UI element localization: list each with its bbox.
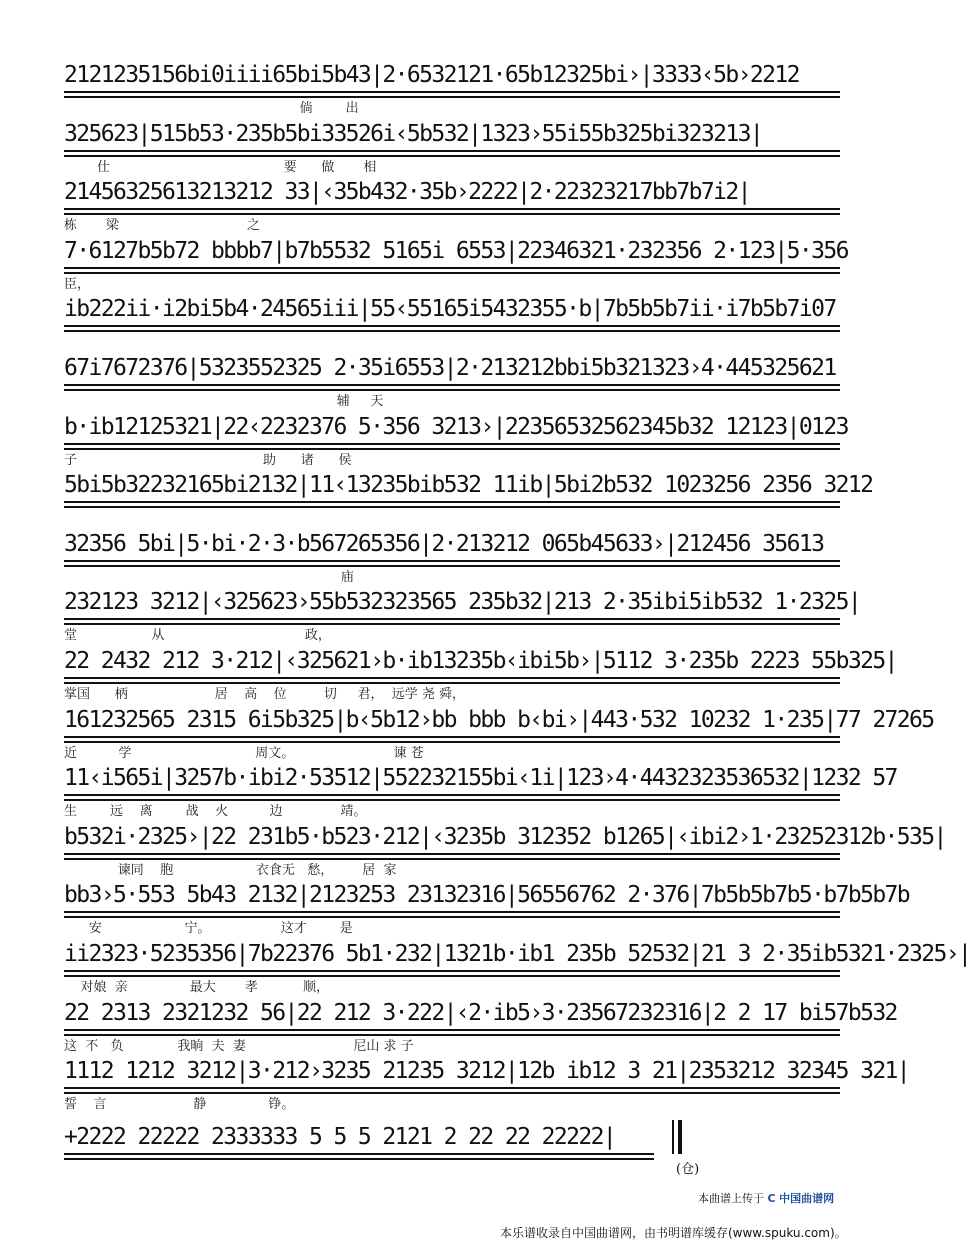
lyrics-line: 倘 出 [64,101,359,116]
score-row [0,996,910,1054]
underline-2 [64,741,840,743]
jianpu-notation: 2121235156bi0iiii65bi5b43|2·6532121·65b12325bi›|3333‹5b›2212 [64,62,799,88]
source-notice: 本乐谱收录自中国曲谱网，由书明谱库缓存(www.spuku.com)。 [500,1226,847,1240]
score-row [0,292,910,350]
jianpu-notation: b532i·2325›|22 231b5·b523·212|‹3235b 312352 b1265|‹ibi2›1·23252312b·535| [64,823,946,850]
score-final-row [0,1120,910,1178]
jianpu-notation: ib222ii·i2bi5b4·24565iii|55‹55165i5432355·b|7b5b5b7ii·i7b5b7i07 [64,296,836,323]
underline-1 [64,736,840,738]
lyrics-line: 辅 天 [64,394,384,409]
jianpu-notation: 232123 3212|‹325623›55b532323565 235b32|213 2·35ibi5ib532 1·2325| [64,589,861,616]
underline-2 [64,272,840,274]
underline-2 [64,155,840,157]
underline-1 [64,501,840,503]
underline-1 [64,1087,840,1089]
jianpu-notation: 1112 1212 3212|3·212›3235 21235 3212|12b ib12 3 21|2353212 32345 321| [64,1058,910,1085]
lyrics-line: 誓 言 静 铮。 [64,1097,295,1113]
lyrics-line: 栋 梁 之 [64,218,261,234]
lyrics-line: 对娘 亲 最大 孝 顺， [64,980,330,995]
ending-mark: (仓) [676,1162,700,1177]
final-barline-thick [678,1120,682,1154]
lyrics-line: 庙 [64,569,354,585]
jianpu-notation: 32356 5bi|5·bi·2·3·b567265356|2·213212 065b45633›|212456 35613 [64,530,824,557]
underline-1 [64,150,840,152]
lyrics-line: 臣， [64,276,91,292]
score-row [0,703,934,761]
lyrics-line: 近 学 周文。 谏 苍 [64,745,424,761]
underline-2 [64,213,840,215]
score-row [0,585,910,643]
score-row [0,58,910,116]
lyrics-line: 子 助 诸 侯 [64,452,352,468]
lyrics-line [64,334,844,352]
upload-note [698,1190,834,1206]
underline-2 [64,1034,840,1036]
lyrics-line: 堂 从 政， [64,628,331,644]
underline-2 [64,565,840,567]
jianpu-notation: b·ib12125321|22‹2232376 5·356 3213›|22356532562345b32 12123|0123 [64,413,848,440]
underline-2 [64,389,840,391]
underline-2 [64,916,840,918]
score-row [0,175,910,233]
underline-1 [64,325,840,327]
underline-1 [64,384,840,386]
underline-2 [64,330,840,332]
jianpu-notation: 7·6127b5b72 bbbb7|b7b5532 5165i 6553|22346321·232356 2·123|5·356 [64,237,848,264]
jianpu-notation: ii2323·5235356|7b22376 5b1·232|1321b·ib1 235b 52532|21 3 2·35ib5321·2325›| [64,941,970,967]
jianpu-notation: 22 2313 2321232 56|22 212 3·222|‹2·ib5›3·23567232316|2 2 17 bi57b532 [64,999,897,1026]
lyrics-line [64,510,844,528]
lyrics-line: 仕 要 做 相 [64,159,377,175]
underline-1 [64,794,840,796]
final-row-notation: +2222 22222 2333333 5 5 5 2121 2 22 22 22222| [64,1124,616,1150]
score-row [0,1054,910,1112]
score-row [0,351,910,409]
site-logo-icon: C [767,1192,776,1205]
underline-1 [64,677,840,679]
underline-1 [64,970,840,972]
score-row [0,117,910,175]
lyrics-line: 这 不 负 我晌 夫 妻 尼山 求 子 [64,1038,414,1054]
underline-1 [64,267,840,269]
score-row [0,468,910,526]
underline-1 [64,618,840,620]
jianpu-notation: 325623|515b53·235b5bi33526i‹5b532|1323›55i55b325bi323213| [64,120,763,147]
underline-1 [64,208,840,210]
score-row [0,644,910,702]
jianpu-notation: 21456325613213212 33|‹35b432·35b›2222|2·22323217bb7b7i2| [64,179,750,206]
upload-site-name: 中国曲谱网 [779,1192,835,1205]
underline-2 [64,858,840,860]
lyrics-line: 谏同 胞 衣食无 愁， 居 家 [64,862,397,878]
underline-2 [64,1092,840,1094]
upload-prefix: 本曲谱上传于 [698,1192,764,1205]
jianpu-notation: bb3›5·553 5b43 2132|2123253 23132316|56556762 2·376|7b5b5b7b5·b7b5b7b [64,882,910,909]
score-row [0,527,910,585]
lyrics-line: 安 宁。 这才 是 [64,921,353,937]
lyrics-line: 生 远 离 战 火 边 靖。 [64,804,367,820]
underline-2 [64,623,840,625]
underline-1 [64,1029,840,1031]
score-row [0,234,910,292]
score-row [0,878,910,936]
underline-2 [64,1158,654,1160]
final-barline-thin [672,1120,674,1154]
underline-1 [64,560,840,562]
underline-1 [64,443,840,445]
underline-2 [64,448,840,450]
underline-1 [64,1153,654,1155]
underline-2 [64,506,840,508]
jianpu-notation: 11‹i565i|3257b·ibi2·53512|552232155bi‹1i|123›4·4432323536532|1232 57 [64,765,897,792]
score-row [0,761,910,819]
jianpu-notation: 22 2432 212 3·212|‹325621›b·ib13235b‹ibi5b›|5112 3·235b 2223 55b325| [64,648,897,674]
underline-1 [64,911,840,913]
underline-2 [64,975,840,977]
underline-2 [64,799,840,801]
score-row [0,820,946,878]
underline-1 [64,853,840,855]
jianpu-notation: 5bi5b32232165bi2132|11‹13235bib532 11ib|5bi2b532 1023256 2356 3212 [64,472,873,499]
jianpu-notation: 161232565 2315 6i5b325|b‹5b12›bb bbb b‹bi›|443·532 10232 1·235|77 27265 [64,706,934,733]
underline-2 [64,96,840,98]
underline-1 [64,91,840,93]
lyrics-line: 掌国 柄 居 高 位 切 君， 远学 尧 舜， [64,687,466,702]
jianpu-notation: 67i7672376|5323552325 2·35i6553|2·213212bbi5b321323›4·445325621 [64,355,836,381]
score-row [0,410,910,468]
score-row [0,937,970,995]
underline-2 [64,682,840,684]
